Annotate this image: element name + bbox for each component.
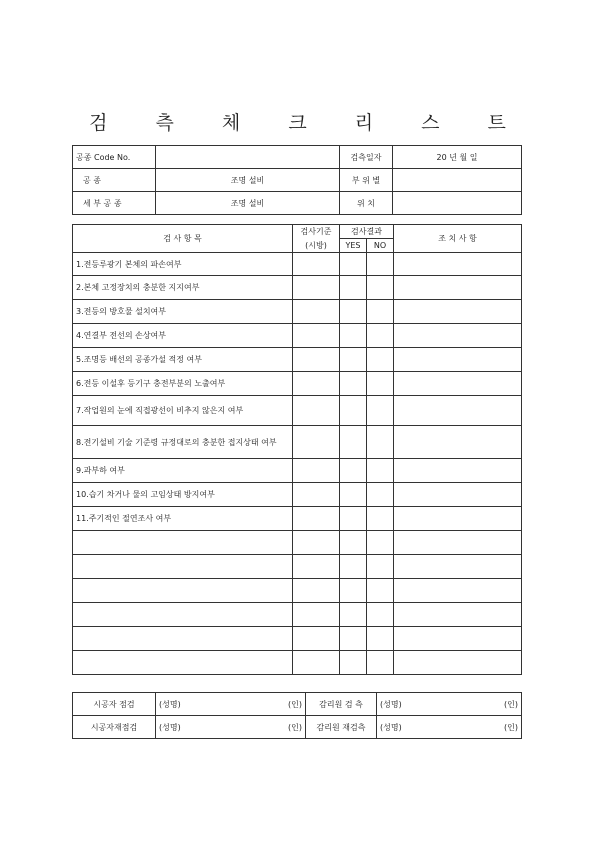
no-cell[interactable] bbox=[367, 300, 394, 324]
yes-cell[interactable] bbox=[340, 651, 367, 675]
yes-cell[interactable] bbox=[340, 426, 367, 459]
supervisor-seal: (인) bbox=[504, 699, 518, 709]
action-cell[interactable] bbox=[394, 483, 522, 507]
checklist-row bbox=[73, 426, 522, 459]
location-label: 위 치 bbox=[340, 192, 393, 215]
result-header: 검사결과 bbox=[340, 225, 394, 239]
supervisor-re-label: 감리원 재검측 bbox=[306, 716, 377, 739]
yes-cell[interactable] bbox=[340, 300, 367, 324]
action-cell[interactable] bbox=[394, 426, 522, 459]
standard-cell[interactable] bbox=[293, 348, 340, 372]
standard-cell[interactable] bbox=[293, 300, 340, 324]
action-cell[interactable] bbox=[394, 300, 522, 324]
no-cell[interactable] bbox=[367, 324, 394, 348]
standard-cell[interactable] bbox=[293, 396, 340, 426]
standard-cell[interactable] bbox=[293, 531, 340, 555]
yes-cell[interactable] bbox=[340, 507, 367, 531]
action-cell[interactable] bbox=[394, 507, 522, 531]
no-cell[interactable] bbox=[367, 426, 394, 459]
date-value[interactable]: 20 년 월 일 bbox=[393, 146, 522, 169]
checklist-item: 10.습기 차거나 물의 고임상태 방지여부 bbox=[73, 483, 293, 507]
page-title: 검 측 체 크 리 스 트 bbox=[89, 112, 527, 134]
action-cell[interactable] bbox=[394, 579, 522, 603]
yes-cell[interactable] bbox=[340, 396, 367, 426]
supervisor-re-sign[interactable] bbox=[377, 716, 522, 739]
standard-cell[interactable] bbox=[293, 483, 340, 507]
work-label: 공 종 bbox=[73, 169, 156, 192]
no-cell[interactable] bbox=[367, 603, 394, 627]
action-cell[interactable] bbox=[394, 372, 522, 396]
contractor-re-label: 시공자재점검 bbox=[73, 716, 156, 739]
supervisor-name: (성명) bbox=[380, 699, 402, 709]
sub-work-value[interactable]: 조명 설비 bbox=[156, 192, 340, 215]
checklist-item: 2.본체 고정장치의 충분한 지지여부 bbox=[73, 276, 293, 300]
no-cell[interactable] bbox=[367, 459, 394, 483]
yes-cell[interactable] bbox=[340, 627, 367, 651]
checklist-row bbox=[73, 651, 522, 675]
checklist-item: 8.전기설비 기술 기준령 규정대로의 충분한 접지상태 여부 bbox=[73, 426, 293, 459]
action-cell[interactable] bbox=[394, 348, 522, 372]
checklist-row bbox=[73, 324, 522, 348]
yes-cell[interactable] bbox=[340, 459, 367, 483]
checklist-row bbox=[73, 372, 522, 396]
action-header: 조 치 사 항 bbox=[394, 225, 522, 253]
yes-cell[interactable] bbox=[340, 372, 367, 396]
supervisor-sign[interactable] bbox=[377, 693, 522, 716]
action-cell[interactable] bbox=[394, 651, 522, 675]
no-cell[interactable] bbox=[367, 253, 394, 276]
yes-cell[interactable] bbox=[340, 348, 367, 372]
checklist-item: 4.연결부 전선의 손상여부 bbox=[73, 324, 293, 348]
checklist-item bbox=[73, 531, 293, 555]
contractor-seal: (인) bbox=[288, 699, 302, 709]
checklist-row bbox=[73, 459, 522, 483]
standard-cell[interactable] bbox=[293, 324, 340, 348]
checklist-item: 5.조명등 배선의 공종가설 적정 여부 bbox=[73, 348, 293, 372]
no-cell[interactable] bbox=[367, 483, 394, 507]
yes-cell[interactable] bbox=[340, 555, 367, 579]
supervisor-re-name: (성명) bbox=[380, 722, 402, 732]
standard-cell[interactable] bbox=[293, 459, 340, 483]
contractor-re-seal: (인) bbox=[288, 722, 302, 732]
yes-header: YES bbox=[340, 239, 367, 253]
checklist-item bbox=[73, 555, 293, 579]
standard-cell[interactable] bbox=[293, 276, 340, 300]
date-label: 검측일자 bbox=[340, 146, 393, 169]
no-cell[interactable] bbox=[367, 276, 394, 300]
standard-cell[interactable] bbox=[293, 507, 340, 531]
checklist-item bbox=[73, 603, 293, 627]
checklist-item: 1.전등루광기 본체의 파손여부 bbox=[73, 253, 293, 276]
no-cell[interactable] bbox=[367, 531, 394, 555]
checklist-row bbox=[73, 300, 522, 324]
contractor-re-sign[interactable] bbox=[156, 716, 306, 739]
standard-cell[interactable] bbox=[293, 579, 340, 603]
action-cell[interactable] bbox=[394, 396, 522, 426]
supervisor-label: 감리원 검 측 bbox=[306, 693, 377, 716]
no-cell[interactable] bbox=[367, 555, 394, 579]
yes-cell[interactable] bbox=[340, 483, 367, 507]
standard-cell[interactable] bbox=[293, 555, 340, 579]
contractor-label: 시공자 점검 bbox=[73, 693, 156, 716]
action-cell[interactable] bbox=[394, 276, 522, 300]
project-value[interactable] bbox=[156, 146, 340, 169]
standard-sub: (시방) bbox=[293, 239, 340, 253]
checklist-item bbox=[73, 579, 293, 603]
checklist-row bbox=[73, 348, 522, 372]
yes-cell[interactable] bbox=[340, 603, 367, 627]
checklist-item bbox=[73, 651, 293, 675]
standard-header: 검사기준 bbox=[293, 225, 340, 239]
yes-cell[interactable] bbox=[340, 276, 367, 300]
no-cell[interactable] bbox=[367, 396, 394, 426]
action-cell[interactable] bbox=[394, 324, 522, 348]
checklist-row bbox=[73, 603, 522, 627]
info-table bbox=[72, 145, 522, 215]
action-cell[interactable] bbox=[394, 253, 522, 276]
signature-table bbox=[72, 692, 522, 739]
standard-cell[interactable] bbox=[293, 426, 340, 459]
checklist-row bbox=[73, 579, 522, 603]
checklist-row bbox=[73, 555, 522, 579]
action-cell[interactable] bbox=[394, 603, 522, 627]
checklist-item: 7.작업원의 눈에 직접광선이 비추지 않은지 여부 bbox=[73, 396, 293, 426]
yes-cell[interactable] bbox=[340, 253, 367, 276]
standard-cell[interactable] bbox=[293, 372, 340, 396]
project-label: 공종 Code No. bbox=[73, 146, 156, 169]
checklist-row bbox=[73, 531, 522, 555]
no-cell[interactable] bbox=[367, 651, 394, 675]
standard-cell[interactable] bbox=[293, 603, 340, 627]
no-cell[interactable] bbox=[367, 579, 394, 603]
action-cell[interactable] bbox=[394, 555, 522, 579]
no-cell[interactable] bbox=[367, 348, 394, 372]
work-value[interactable]: 조명 설비 bbox=[156, 169, 340, 192]
checklist-row bbox=[73, 507, 522, 531]
checklist-item: 3.전등의 방호물 설치여부 bbox=[73, 300, 293, 324]
standard-cell[interactable] bbox=[293, 627, 340, 651]
standard-cell[interactable] bbox=[293, 253, 340, 276]
contractor-sign[interactable] bbox=[156, 693, 306, 716]
no-cell[interactable] bbox=[367, 627, 394, 651]
checklist-item: 6.전등 이설후 등기구 충전부분의 노출여부 bbox=[73, 372, 293, 396]
contractor-name: (성명) bbox=[159, 699, 181, 709]
checklist-row bbox=[73, 483, 522, 507]
checklist-row bbox=[73, 276, 522, 300]
action-cell[interactable] bbox=[394, 459, 522, 483]
no-cell[interactable] bbox=[367, 507, 394, 531]
action-cell[interactable] bbox=[394, 627, 522, 651]
location-value[interactable] bbox=[393, 192, 522, 215]
checklist-item bbox=[73, 627, 293, 651]
no-cell[interactable] bbox=[367, 372, 394, 396]
checklist-table bbox=[72, 224, 522, 675]
no-header: NO bbox=[367, 239, 394, 253]
yes-cell[interactable] bbox=[340, 324, 367, 348]
contractor-re-name: (성명) bbox=[159, 722, 181, 732]
standard-cell[interactable] bbox=[293, 651, 340, 675]
checklist-item: 9.과부하 여부 bbox=[73, 459, 293, 483]
yes-cell[interactable] bbox=[340, 579, 367, 603]
checklist-row bbox=[73, 396, 522, 426]
part-value[interactable] bbox=[393, 169, 522, 192]
part-label: 부 위 별 bbox=[340, 169, 393, 192]
action-cell[interactable] bbox=[394, 531, 522, 555]
checklist-item: 11.주기적인 절연조사 여부 bbox=[73, 507, 293, 531]
yes-cell[interactable] bbox=[340, 531, 367, 555]
checklist-row bbox=[73, 253, 522, 276]
sub-work-label: 세 부 공 종 bbox=[73, 192, 156, 215]
supervisor-re-seal: (인) bbox=[504, 722, 518, 732]
item-header: 검 사 항 목 bbox=[73, 225, 293, 253]
checklist-row bbox=[73, 627, 522, 651]
